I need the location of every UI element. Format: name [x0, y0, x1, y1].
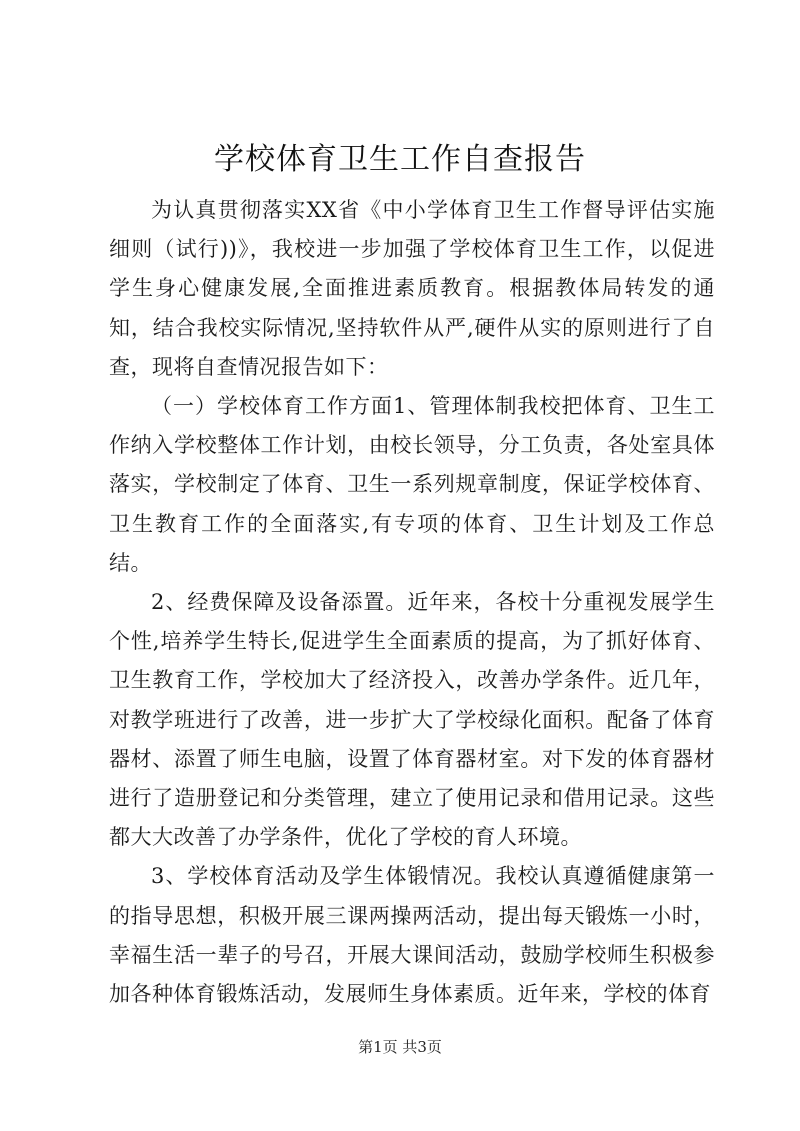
- document-body: [109, 191, 715, 1014]
- paragraph-funding: 2、经费保障及设备添置。近年来，各校十分重视发展学生个性,培养学生特长,促进学生全面素质的提高，为了抓好体育、卫生教育工作，学校加大了经济投入，改善办学条件。近几年，对教学班进行了改善，进一步扩大了学校绿化面积。配备了体育器材、添置了师生电脑，设置了体育器材室。对下发的体育器材进行了造册登记和分类管理，建立了使用记录和借用记录。这些都大大改善了办学条件，优化了学校的育人环境。: [109, 590, 715, 850]
- paragraph-activities: 3、学校体育活动及学生体锻情况。我校认真遵循健康第一的指导思想，积极开展三课两操两活动，提出每天锻炼一小时，幸福生活一辈子的号召，开展大课间活动，鼓励学校师生积极参加各种体育锻炼活动，发展师生身体素质。近年来，学校的体育: [109, 864, 715, 1007]
- document-title: 学校体育卫生工作自查报告: [214, 142, 586, 177]
- paragraph-intro: 为认真贯彻落实XX省《中小学体育卫生工作督导评估实施细则（试行))》，我校进一步加强了学校体育卫生工作，以促进学生身心健康发展,全面推进素质教育。根据教体局转发的通知，结合我校实际情况,坚持软件从严,硬件从实的原则进行了自查，现将自查情况报告如下：: [109, 198, 715, 379]
- paragraph-management: （一）学校体育工作方面1、管理体制我校把体育、卫生工作纳入学校整体工作计划，由校长领导，分工负责，各处室具体落实，学校制定了体育、卫生一系列规章制度，保证学校体育、卫生教育工作的全面落实,有专项的体育、卫生计划及工作总结。: [109, 394, 715, 575]
- page-footer: 第1页 共3页: [358, 1038, 442, 1056]
